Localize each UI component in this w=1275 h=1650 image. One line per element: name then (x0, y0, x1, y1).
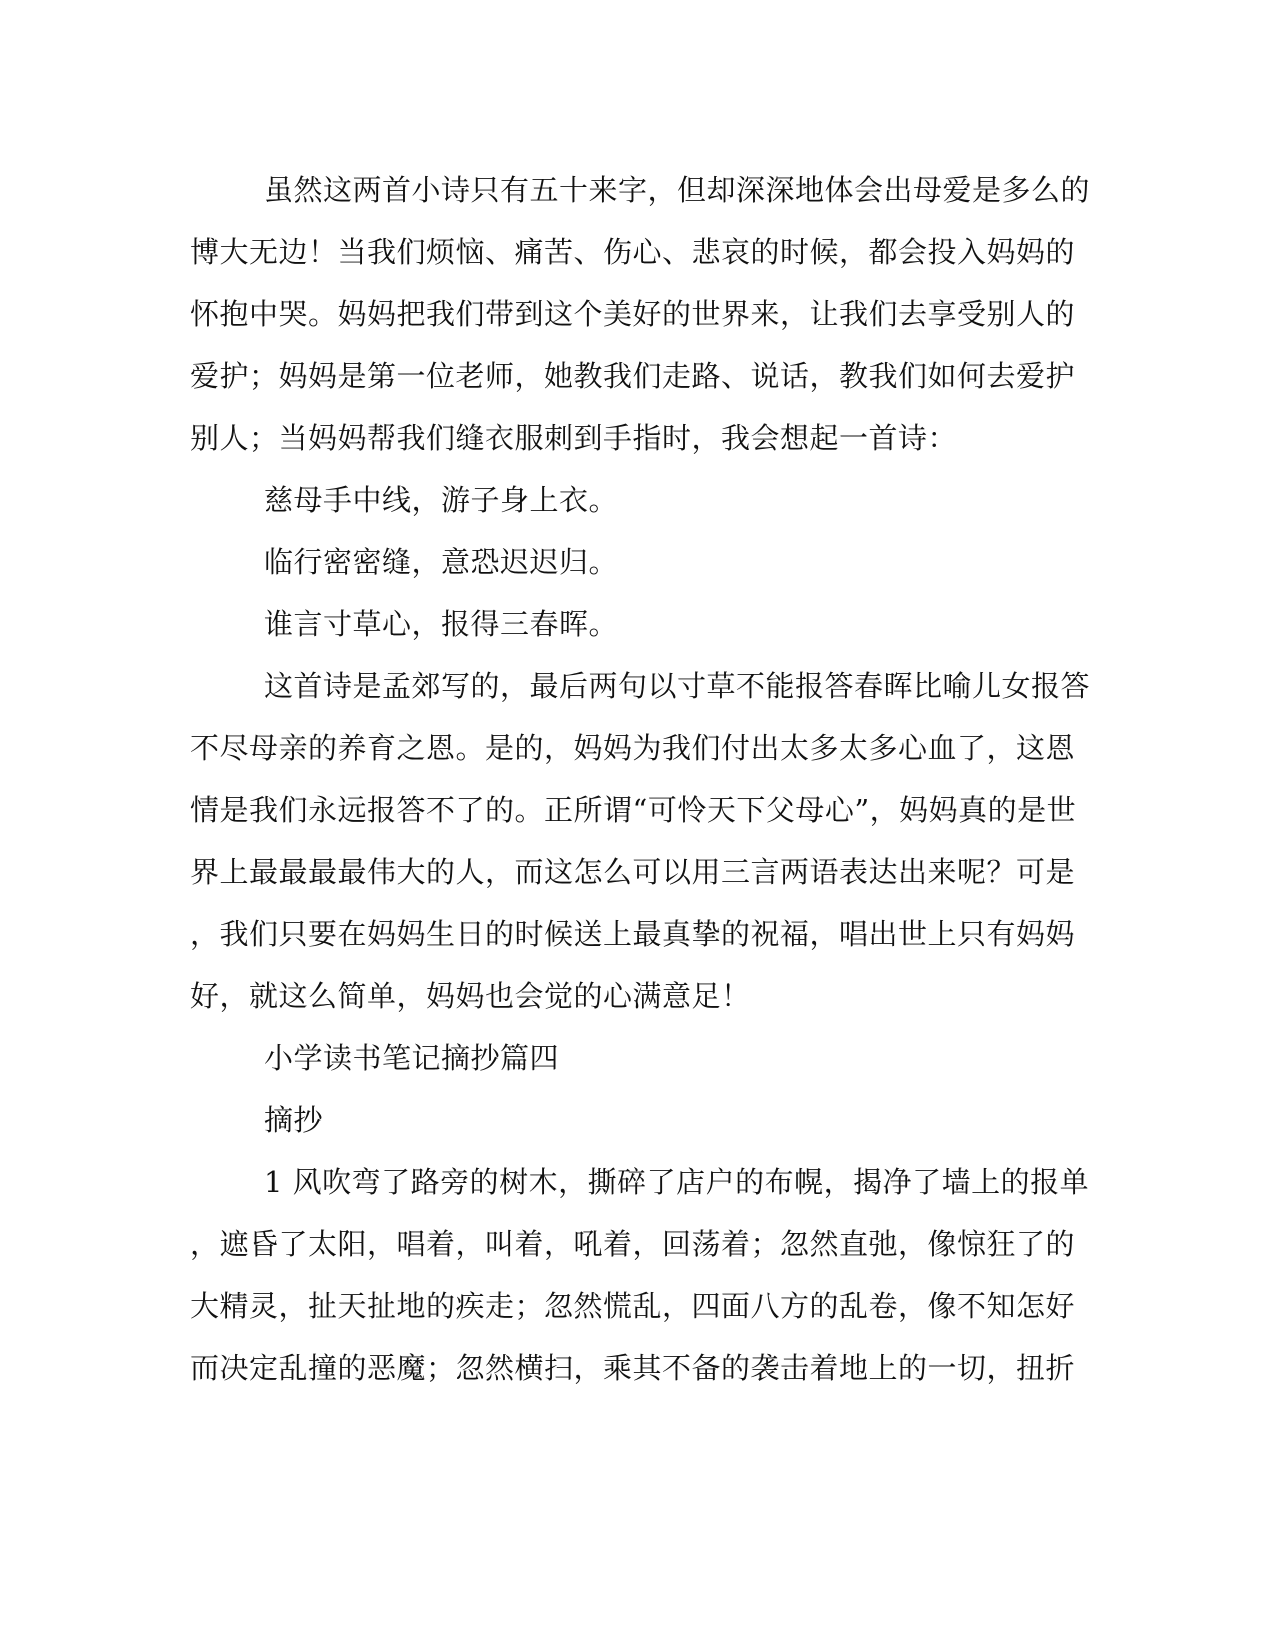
paragraph-2-line-3: 情是我们永远报答不了的。正所谓“可怜天下父母心”，妈妈真的是世 (190, 793, 1077, 827)
paragraph-3-line-4: 而决定乱撞的恶魔；忽然横扫，乘其不备的袭击着地上的一切，扭折 (190, 1351, 1076, 1385)
paragraph-2-line-4: 界上最最最最伟大的人，而这怎么可以用三言两语表达出来呢？可是 (190, 855, 1076, 889)
paragraph-2-line-1: 这首诗是孟郊写的，最后两句以寸草不能报答春晖比喻儿女报答 (264, 669, 1091, 703)
poem-line-2: 临行密密缝，意恐迟迟归。 (264, 545, 619, 579)
paragraph-2-line-5: ，我们只要在妈妈生日的时候送上最真挚的祝福，唱出世上只有妈妈 (190, 917, 1076, 951)
paragraph-1-line-5: 别人；当妈妈帮我们缝衣服刺到手指时，我会想起一首诗： (190, 421, 958, 455)
paragraph-2-line-2: 不尽母亲的养育之恩。是的，妈妈为我们付出太多太多心血了，这恩 (190, 731, 1076, 765)
poem-line-3: 谁言寸草心，报得三春晖。 (264, 607, 619, 641)
paragraph-1-line-2: 博大无边！当我们烦恼、痛苦、伤心、悲哀的时候，都会投入妈妈的 (190, 235, 1076, 269)
paragraph-2-line-6: 好，就这么简单，妈妈也会觉的心满意足！ (190, 979, 751, 1013)
paragraph-3-line-3: 大精灵，扯天扯地的疾走；忽然慌乱，四面八方的乱卷，像不知怎好 (190, 1289, 1076, 1323)
section-subtitle: 摘抄 (264, 1103, 324, 1137)
paragraph-1-line-1: 虽然这两首小诗只有五十来字，但却深深地体会出母爱是多么的 (264, 173, 1091, 207)
paragraph-3-line-1: 1 风吹弯了路旁的树木，撕碎了店户的布幌，揭净了墙上的报单 (264, 1165, 1090, 1199)
poem-line-1: 慈母手中线，游子身上衣。 (264, 483, 619, 517)
paragraph-1-line-3: 怀抱中哭。妈妈把我们带到这个美好的世界来，让我们去享受别人的 (190, 297, 1076, 331)
section-title: 小学读书笔记摘抄篇四 (264, 1041, 560, 1075)
paragraph-3-line-2: ，遮昏了太阳，唱着，叫着，吼着，回荡着；忽然直弛，像惊狂了的 (190, 1227, 1076, 1261)
paragraph-1-line-4: 爱护；妈妈是第一位老师，她教我们走路、说话，教我们如何去爱护 (190, 359, 1076, 393)
